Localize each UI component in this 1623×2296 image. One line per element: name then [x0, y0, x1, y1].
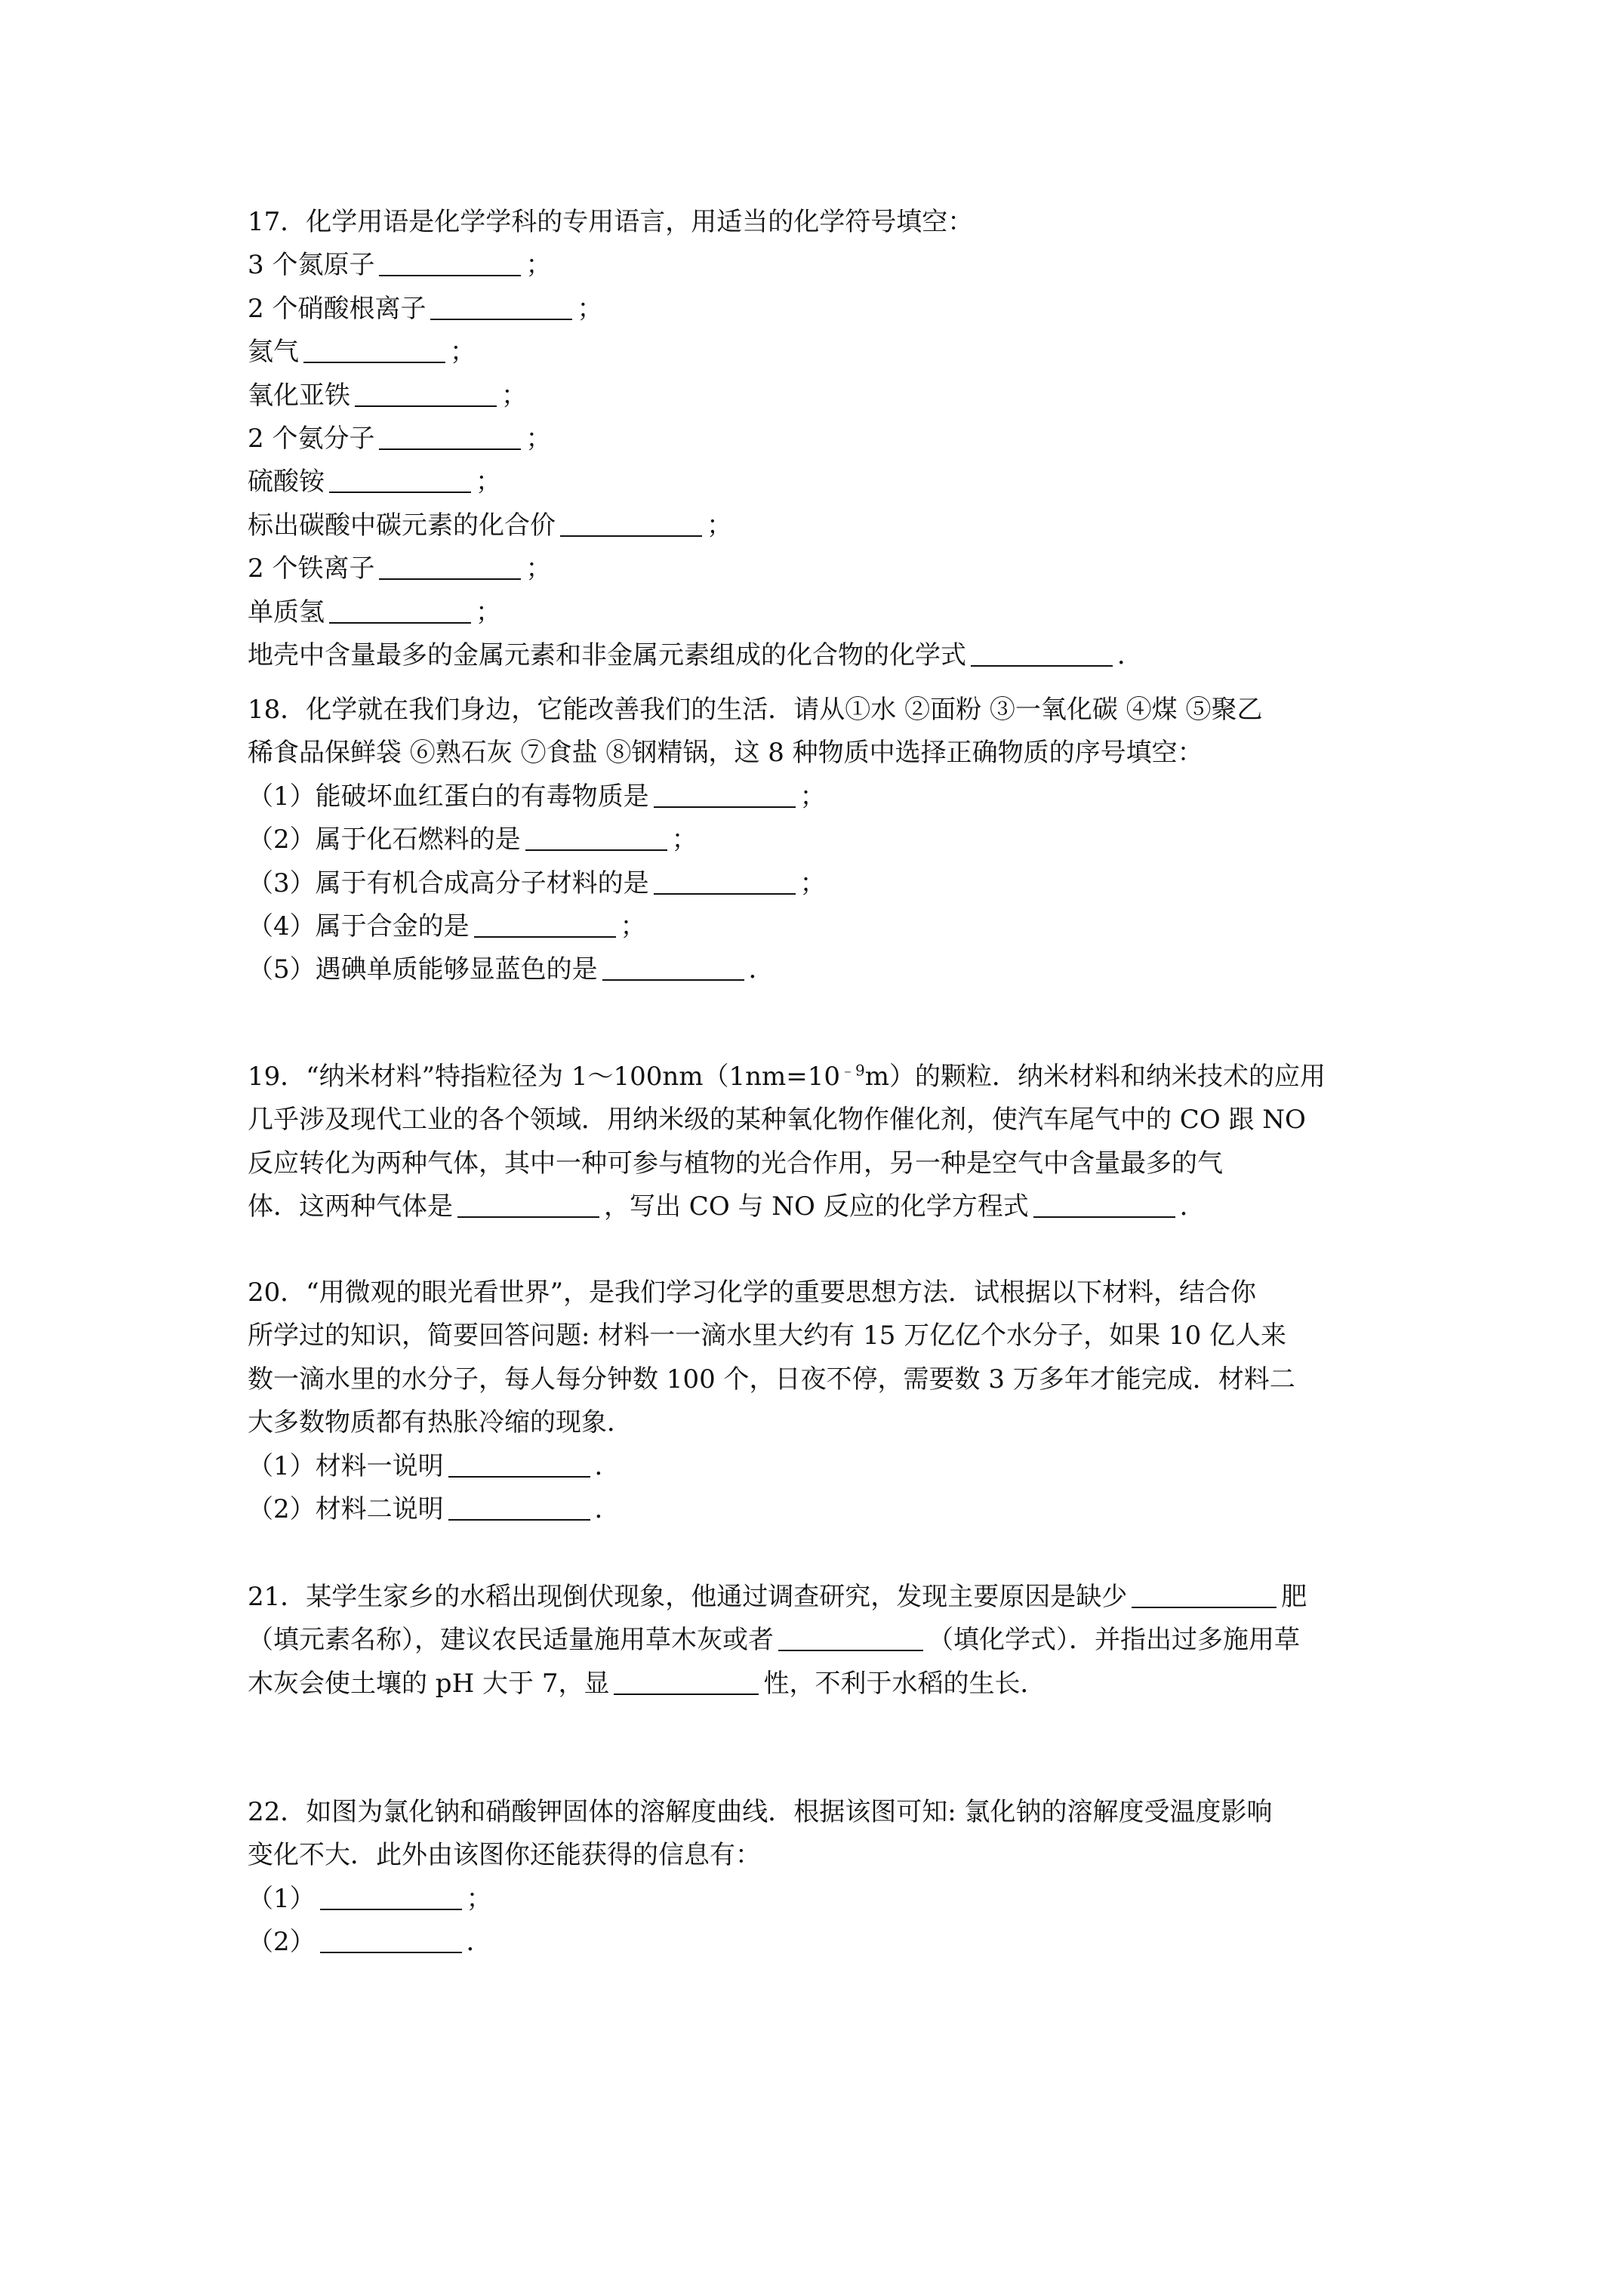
q17-item-8-text: 2 个铁离子	[248, 553, 375, 584]
q18-item-4-punct: ；	[620, 911, 646, 942]
q21-text-f: 性，不利于水稻的生长．	[763, 1668, 1046, 1699]
answer-blank[interactable]	[1033, 1186, 1175, 1218]
q20-item-2-punct: ．	[594, 1493, 621, 1524]
question-22-line-2: 变化不大．此外由该图你还能获得的信息有：	[248, 1840, 761, 1871]
q17-item-5-text: 2 个氨分子	[248, 423, 375, 454]
answer-blank[interactable]	[614, 1663, 759, 1695]
q22-item-1-punct: ；	[466, 1883, 492, 1914]
question-19-line-1	[248, 1056, 1410, 1099]
q21-text-e: 木灰会使土壤的 pH 大于 7，显	[248, 1668, 610, 1699]
q17-item-3-punct: ；	[450, 337, 476, 368]
question-19-line-3: 反应转化为两种气体，其中一种可参与植物的光合作用，另一种是空气中含量最多的气	[248, 1148, 1223, 1179]
q18-item-2-text: （2）属于化石燃料的是	[248, 824, 521, 855]
answer-blank[interactable]	[560, 505, 702, 537]
q18-item-5-text: （5）遇碘单质能够显蓝色的是	[248, 954, 598, 985]
question-18-stem-line-2: 稀食品保鲜袋 ⑥熟石灰 ⑦食盐 ⑧钢精锅，这 8 种物质中选择正确物质的序号填空：	[248, 738, 1203, 769]
q17-item-5-punct: ；	[525, 423, 552, 454]
answer-blank[interactable]	[379, 548, 521, 580]
answer-blank[interactable]	[329, 461, 471, 493]
question-19	[248, 1056, 1410, 1229]
q18-item-3	[248, 862, 1410, 905]
q17-item-10-text: 地壳中含量最多的金属元素和非金属元素组成的化合物的化学式	[248, 639, 966, 670]
q22-item-2	[248, 1921, 1410, 1964]
question-20-line-2: 所学过的知识，简要回答问题: 材料一一滴水里大约有 15 万亿亿个水分子，如果 10 亿人来	[248, 1321, 1287, 1351]
q18-item-4	[248, 905, 1410, 948]
answer-blank[interactable]	[379, 245, 521, 276]
q20-item-1-punct: ．	[594, 1450, 621, 1481]
question-20-line-1: 20．“用微观的眼光看世界”，是我们学习化学的重要思想方法．试根据以下材料，结合你	[248, 1277, 1257, 1308]
answer-blank[interactable]	[778, 1620, 923, 1651]
answer-blank[interactable]	[303, 331, 445, 363]
q17-item-7-text: 标出碳酸中碳元素的化合价	[248, 510, 556, 541]
answer-blank[interactable]	[430, 288, 572, 320]
q19-text-b: m）的颗粒．纳米材料和纳米技术的应用	[864, 1062, 1326, 1092]
q17-item-5	[248, 418, 1410, 461]
q17-item-6	[248, 461, 1410, 504]
q17-item-2-text: 2 个硝酸根离子	[248, 293, 427, 324]
q17-item-6-punct: ；	[476, 467, 501, 498]
q17-item-3-text: 氦气	[248, 337, 299, 368]
q18-item-1	[248, 775, 1410, 818]
q17-item-8-punct: ；	[525, 553, 552, 584]
q17-item-10	[248, 634, 1410, 677]
q17-item-2-punct: ；	[577, 293, 603, 324]
answer-blank[interactable]	[320, 1922, 462, 1953]
q20-item-1	[248, 1445, 1410, 1488]
q18-item-3-punct: ；	[799, 868, 826, 898]
q18-item-5-punct: ．	[748, 954, 775, 985]
question-20	[248, 1271, 1410, 1531]
q21-text-c: （填元素名称），建议农民适量施用草木灰或者	[248, 1625, 774, 1656]
question-21-line-1	[248, 1576, 1410, 1619]
answer-blank[interactable]	[654, 863, 796, 895]
q17-item-3	[248, 331, 1410, 374]
q19-text-d: ，写出 CO 与 NO 反应的化学方程式	[604, 1191, 1029, 1222]
q22-item-1-text: （1）	[248, 1883, 316, 1914]
answer-blank[interactable]	[602, 949, 744, 981]
q17-item-6-text: 硫酸铵	[248, 467, 325, 498]
q17-item-4	[248, 374, 1410, 418]
question-22-line-1: 22．如图为氯化钠和硝酸钾固体的溶解度曲线．根据该图可知: 氯化钠的溶解度受温度影响	[248, 1797, 1273, 1827]
question-21-line-3	[248, 1663, 1410, 1706]
answer-blank[interactable]	[654, 776, 796, 808]
q17-item-9-text: 单质氢	[248, 596, 325, 627]
q18-item-1-punct: ；	[799, 781, 826, 812]
q18-item-3-text: （3）属于有机合成高分子材料的是	[248, 868, 649, 898]
q18-item-2	[248, 818, 1410, 861]
q22-item-1	[248, 1878, 1410, 1921]
q20-item-2-text: （2）材料二说明	[248, 1493, 444, 1524]
answer-blank[interactable]	[379, 418, 521, 450]
answer-blank[interactable]	[355, 375, 497, 407]
q17-item-9-punct: ；	[476, 596, 501, 627]
q17-item-7-punct: ；	[707, 510, 732, 541]
answer-blank[interactable]	[320, 1878, 462, 1910]
answer-blank[interactable]	[971, 635, 1113, 667]
q19-text-a: 19．“纳米材料”特指粒径为 1～100nm（1nm=10	[248, 1062, 841, 1092]
q17-item-1-punct: ；	[525, 250, 552, 281]
question-17-stem: 17．化学用语是化学学科的专用语言，用适当的化学符号填空：	[248, 207, 974, 237]
q17-item-7	[248, 504, 1410, 547]
answer-blank[interactable]	[448, 1489, 590, 1521]
q17-item-9	[248, 591, 1410, 634]
answer-blank[interactable]	[329, 592, 471, 624]
q17-item-2	[248, 288, 1410, 331]
question-21-line-2	[248, 1619, 1410, 1662]
q20-item-1-text: （1）材料一说明	[248, 1450, 444, 1481]
answer-blank[interactable]	[457, 1186, 599, 1218]
q17-item-1	[248, 244, 1410, 287]
answer-blank[interactable]	[448, 1446, 590, 1478]
question-19-line-2: 几乎涉及现代工业的各个领域．用纳米级的某种氧化物作催化剂，使汽车尾气中的 CO 跟 NO	[248, 1105, 1306, 1136]
q17-item-4-punct: ；	[501, 380, 527, 411]
q18-item-1-text: （1）能破坏血红蛋白的有毒物质是	[248, 781, 649, 812]
q17-item-4-text: 氧化亚铁	[248, 380, 350, 411]
answer-blank[interactable]	[1132, 1576, 1277, 1608]
question-18	[248, 689, 1410, 992]
q18-item-2-punct: ；	[671, 824, 698, 855]
q18-item-5	[248, 948, 1410, 991]
q18-item-4-text: （4）属于合金的是	[248, 911, 470, 942]
q19-exponent: ﹣9	[840, 1061, 865, 1080]
q21-text-a: 21．某学生家乡的水稻出现倒伏现象，他通过调查研究，发现主要原因是缺少	[248, 1582, 1128, 1612]
q21-text-d: （填化学式）．并指出过多施用草	[928, 1625, 1300, 1656]
question-20-line-4: 大多数物质都有热胀冷缩的现象．	[248, 1407, 633, 1438]
q17-item-10-punct: ．	[1117, 639, 1143, 670]
q19-text-e: ．	[1179, 1191, 1206, 1222]
question-22	[248, 1791, 1410, 1965]
answer-blank[interactable]	[525, 819, 667, 851]
answer-blank[interactable]	[474, 906, 616, 938]
q17-item-8	[248, 547, 1410, 590]
q19-text-c: 体．这两种气体是	[248, 1191, 453, 1222]
q22-item-2-punct: ．	[466, 1927, 492, 1958]
question-18-stem-line-1: 18．化学就在我们身边，它能改善我们的生活．请从①水 ②面粉 ③一氧化碳 ④煤 ⑤聚乙	[248, 695, 1263, 725]
q17-item-1-text: 3 个氮原子	[248, 250, 375, 281]
question-17	[248, 201, 1410, 677]
question-19-line-4	[248, 1185, 1410, 1228]
question-21	[248, 1576, 1410, 1706]
q22-item-2-text: （2）	[248, 1927, 316, 1958]
question-20-line-3: 数一滴水里的水分子，每人每分钟数 100 个，日夜不停，需要数 3 万多年才能完成．材料二	[248, 1364, 1295, 1395]
q21-text-b: 肥	[1281, 1582, 1307, 1612]
q20-item-2	[248, 1488, 1410, 1531]
